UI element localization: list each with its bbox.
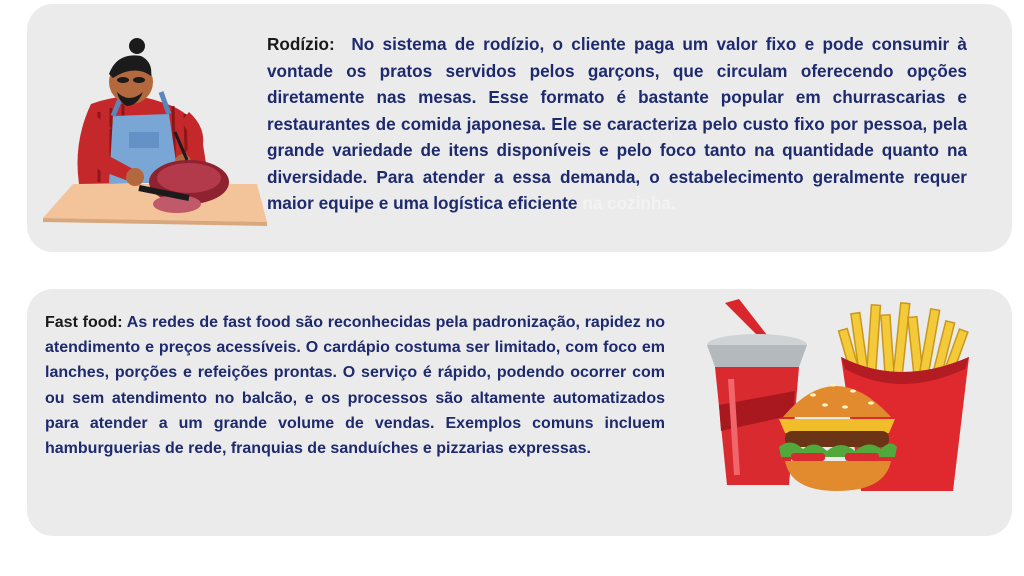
rodizio-faded-tail: na cozinha. xyxy=(582,193,676,213)
fast-food-body: As redes de fast food são reconhecidas pela padronização, rapidez no atendimento e preços acessíveis. O cardápio costuma ser limitado, com foco em lanches, porções e refeições prontas. O serviço é rápido, podendo ocorrer com ou sem atendimento no balcão, e os processos são altamente automatizados para atender a um grande volume de vendas. Exemplos comuns incluem hamburguerias de rede, franquias de sanduíches e pizzarias expressas. xyxy=(45,314,665,458)
rodizio-card xyxy=(27,4,1012,252)
soda-burger-fries-icon xyxy=(695,295,985,500)
fast-food-label: Fast food: xyxy=(45,314,123,331)
rodizio-body: No sistema de rodízio, o cliente paga um valor fixo e pode consumir à vontade os pratos servidos pelos garçons, que circulam oferecendo opções diretamente nas mesas. Esse formato é bastante popular em churrascarias e restaurantes de comida japonesa. Ele se caracteriza pelo custo fixo por pessoa, pela grande variedade de itens disponíveis e pelo foco tanto na quantidade quanto na diversidade. Para atender a essa demanda, o estabelecimento geralmente requer maior equipe e uma logística eficiente xyxy=(267,34,967,213)
fast-food-paragraph xyxy=(45,310,665,461)
rodizio-paragraph xyxy=(267,31,967,217)
rodizio-label: Rodízio: xyxy=(267,34,335,54)
chef-carving-meat-icon xyxy=(39,32,267,228)
fast-food-card xyxy=(27,289,1012,536)
